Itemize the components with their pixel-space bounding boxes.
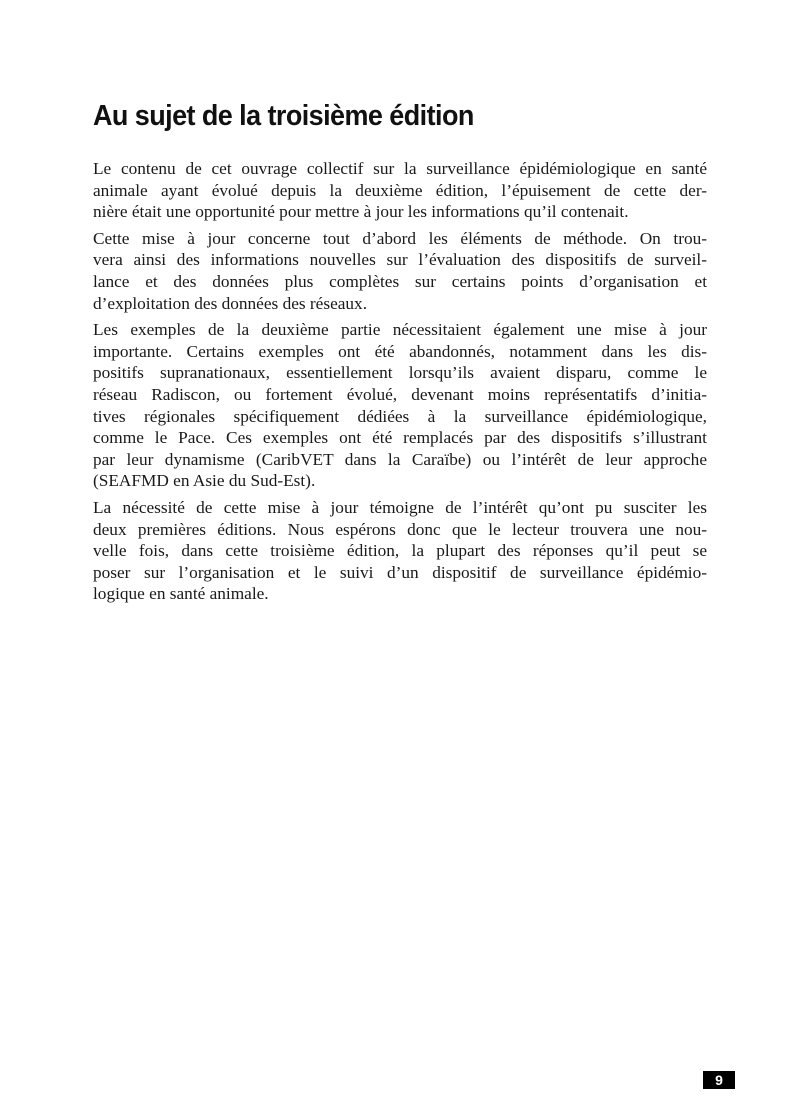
text-line: par leur dynamisme (CaribVET dans la Caraïbe) ou l’intérêt de leur approche bbox=[93, 449, 707, 469]
text-line: tives régionales spécifiquement dédiées à la surveillance épidémiologique, bbox=[93, 406, 707, 426]
text-line: poser sur l’organisation et le suivi d’un dispositif de surveillance épidémio- bbox=[93, 562, 707, 582]
text-line: Le contenu de cet ouvrage collectif sur la surveillance épidémiologique en santé bbox=[93, 159, 707, 178]
paragraph-2 bbox=[93, 228, 707, 314]
text-line: lance et des données plus complètes sur certains points d’organisation et bbox=[93, 271, 707, 291]
text-line: vera ainsi des informations nouvelles sur l’évaluation des dispositifs de surveil- bbox=[93, 250, 707, 270]
paragraph-1 bbox=[93, 158, 707, 223]
body-text bbox=[93, 158, 707, 610]
text-line: nière était une opportunité pour mettre à jour les informations qu’il contenait. bbox=[93, 202, 629, 222]
page-title: Au sujet de la troisième édition bbox=[93, 100, 474, 132]
text-line: importante. Certains exemples ont été abandonnés, notamment dans les dis- bbox=[93, 341, 707, 361]
text-line: logique en santé animale. bbox=[93, 584, 269, 604]
paragraph-4 bbox=[93, 497, 707, 605]
text-line: comme le Pace. Ces exemples ont été remplacés par des dispositifs s’illustrant bbox=[93, 428, 707, 448]
text-line: positifs supranationaux, essentiellement lorsqu’ils avaient disparu, comme le bbox=[93, 363, 707, 383]
text-line: d’exploitation des données des réseaux. bbox=[93, 293, 368, 313]
text-line: deux premières éditions. Nous espérons donc que le lecteur trouvera une nou- bbox=[93, 519, 707, 539]
paragraph-3 bbox=[93, 319, 707, 492]
text-line: (SEAFMD en Asie du Sud-Est). bbox=[93, 471, 316, 491]
text-line: Cette mise à jour concerne tout d’abord les éléments de méthode. On trou- bbox=[93, 228, 707, 248]
page-number: 9 bbox=[703, 1071, 735, 1089]
text-line: La nécessité de cette mise à jour témoigne de l’intérêt qu’ont pu susciter les bbox=[93, 497, 707, 517]
text-line: animale ayant évolué depuis la deuxième édition, l’épuisement de cette der- bbox=[93, 180, 707, 200]
text-line: velle fois, dans cette troisième édition, la plupart des réponses qu’il peut se bbox=[93, 541, 707, 561]
text-line: Les exemples de la deuxième partie nécessitaient également une mise à jour bbox=[93, 320, 707, 340]
text-line: réseau Radiscon, ou fortement évolué, devenant moins représentatifs d’initia- bbox=[93, 384, 707, 404]
